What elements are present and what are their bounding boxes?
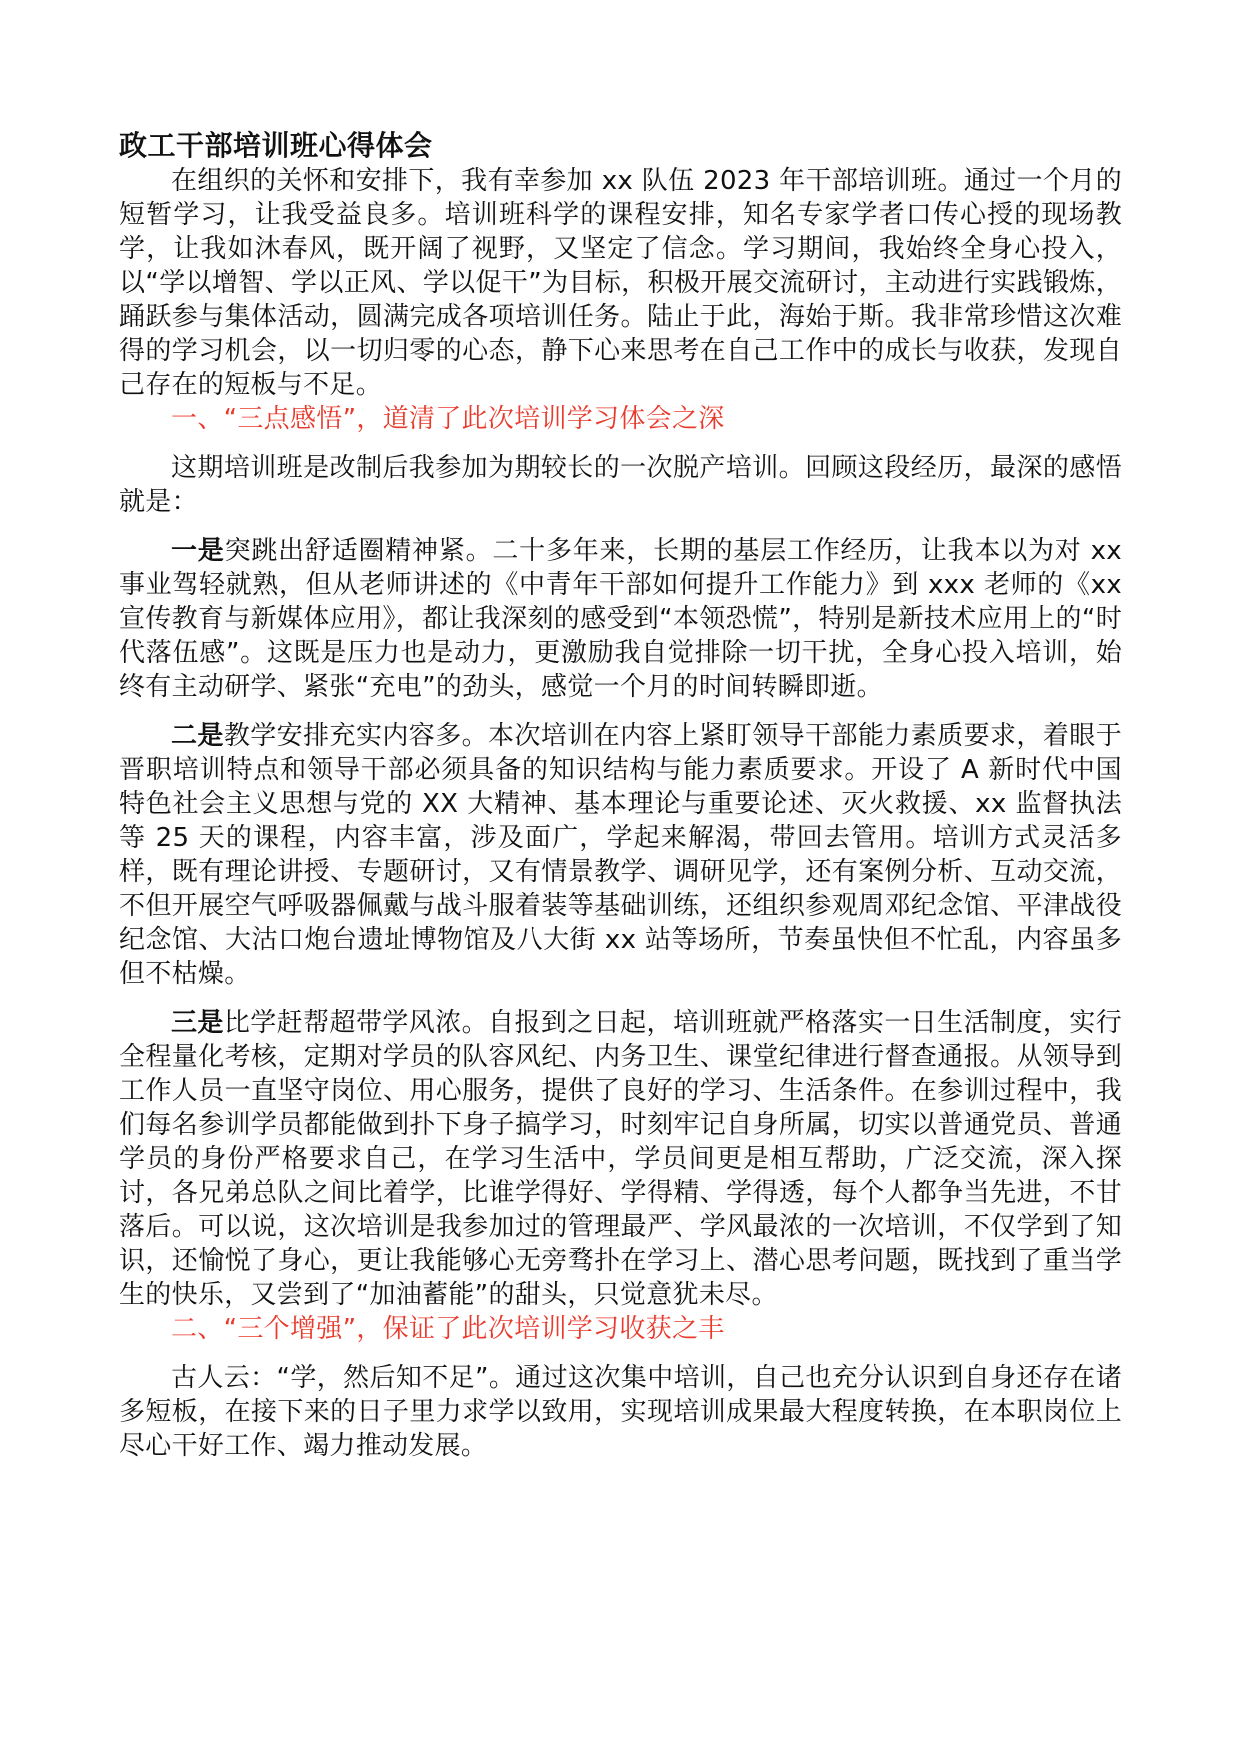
- point-2-paragraph: [119, 719, 1122, 991]
- point-3-lead: 三是: [171, 1008, 224, 1038]
- point-2-lead: 二是: [171, 721, 224, 751]
- point-2-text: 教学安排充实内容多。本次培训在内容上紧盯领导干部能力素质要求，着眼于晋职培训特点和领导干部必须具备的知识结构与能力素质要求。开设了 A 新时代中国特色社会主义思想与党的 XX 大精神、基本理论与重要论述、灭火救援、xx 监督执法等 25 天的课程，内容丰富，涉及面广，学起来解渴，带回去管用。培训方式灵活多样，既有理论讲授、专题研讨，又有情景教学、调研见学，还有案例分析、互动交流，不但开展空气呼吸器佩戴与战斗服着装等基础训练，还组织参观周邓纪念馆、平津战役纪念馆、大沽口炮台遗址博物馆及八大街 xx 站等场所，节奏虽快但不忙乱，内容虽多但不枯燥。: [119, 721, 1122, 989]
- section-heading-1: 一、“三点感悟”，道清了此次培训学习体会之深: [171, 404, 725, 434]
- point-1-text: 突跳出舒适圈精神紧。二十多年来，长期的基层工作经历，让我本以为对 xx 事业驾轻就熟，但从老师讲述的《中青年干部如何提升工作能力》到 xxx 老师的《xx 宣传教育与新媒体应用》，都让我深刻的感受到“本领恐慌”，特别是新技术应用上的“时代落伍感”。这既是压力也是动力，更激励我自觉排除一切干扰，全身心投入培训，始终有主动研学、紧张“充电”的劲头，感觉一个月的时间转瞬即逝。: [119, 536, 1122, 702]
- document-title: 政工干部培训班心得体会: [119, 129, 433, 162]
- point-1-lead: 一是: [171, 536, 225, 566]
- point-3-paragraph: [119, 1006, 1122, 1312]
- document-body: [119, 128, 1122, 1463]
- point-3-text: 比学赶帮超带学风浓。自报到之日起，培训班就严格落实一日生活制度，实行全程量化考核，定期对学员的队容风纪、内务卫生、课堂纪律进行督查通报。从领导到工作人员一直坚守岗位、用心服务，提供了良好的学习、生活条件。在参训过程中，我们每名参训学员都能做到扑下身子搞学习，时刻牢记自身所属，切实以普通党员、普通学员的身份严格要求自己，在学习生活中，学员间更是相互帮助，广泛交流，深入探讨，各兄弟总队之间比着学，比谁学得好、学得精、学得透，每个人都争当先进，不甘落后。可以说，这次培训是我参加过的管理最严、学风最浓的一次培训，不仅学到了知识，还愉悦了身心，更让我能够心无旁骛扑在学习上、潜心思考问题，既找到了重当学生的快乐，又尝到了“加油蓄能”的甜头，只觉意犹未尽。: [119, 1008, 1122, 1310]
- section-heading-2: 二、“三个增强”，保证了此次培训学习收获之丰: [171, 1314, 725, 1344]
- intro-paragraph: 在组织的关怀和安排下，我有幸参加 xx 队伍 2023 年干部培训班。通过一个月的短暂学习，让我受益良多。培训班科学的课程安排，知名专家学者口传心授的现场教学，让我如沐春风，既开阔了视野，又坚定了信念。学习期间，我始终全身心投入，以“学以增智、学以正风、学以促干”为目标，积极开展交流研讨，主动进行实践锻炼，踊跃参与集体活动，圆满完成各项培训任务。陆止于此，海始于斯。我非常珍惜这次难得的学习机会，以一切归零的心态，静下心来思考在自己工作中的成长与收获，发现自己存在的短板与不足。: [119, 166, 1122, 400]
- section1-intro-paragraph: 这期培训班是改制后我参加为期较长的一次脱产培训。回顾这段经历，最深的感悟就是：: [119, 453, 1122, 517]
- section2-intro-paragraph: 古人云：“学，然后知不足”。通过这次集中培训，自己也充分认识到自身还存在诸多短板，在接下来的日子里力求学以致用，实现培训成果最大程度转换，在本职岗位上尽心干好工作、竭力推动发展。: [119, 1363, 1122, 1461]
- point-1-paragraph: [119, 534, 1122, 704]
